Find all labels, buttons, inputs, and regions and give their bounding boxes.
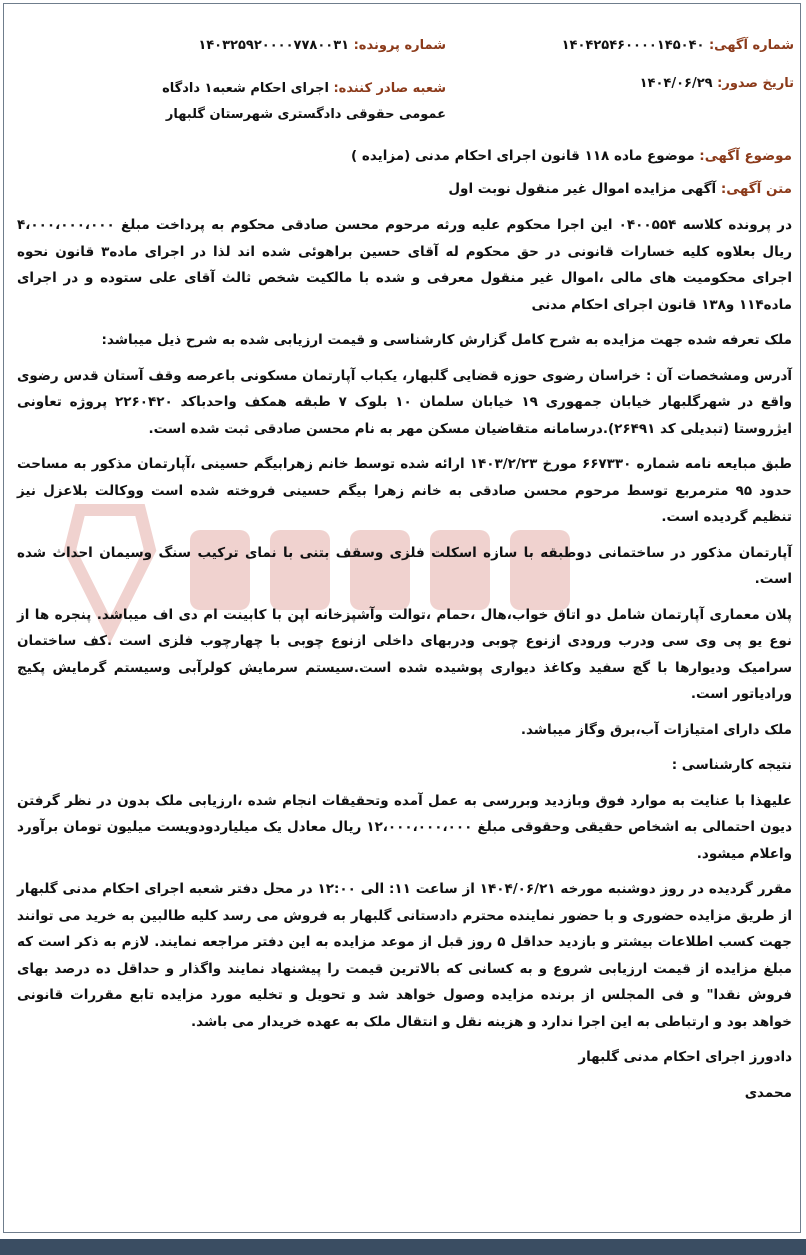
- paragraph-result-heading: نتیجه کارشناسی :: [671, 757, 792, 773]
- case-number-value: ۱۴۰۳۲۵۹۲۰۰۰۰۷۷۸۰۰۳۱: [198, 38, 350, 53]
- issue-date-value: ۱۴۰۴/۰۶/۲۹: [639, 76, 713, 91]
- paragraph-case: در پرونده کلاسه ۰۴۰۰۵۵۴ این اجرا محکوم علیه ورثه مرحوم محسن صادقی محکوم به پرداخت مبلغ ۴،۰۰۰،۰۰۰،۰۰۰ ریال بعلاوه کلیه خسارات قانونی در حق محکوم له آقای حسین براهوئی شده اند لذا در اجرای ماده۳ قانون نحوه اجرای محکومیت های مالی ،اموال غیر منقول معرفی و شده با مالکیت شخص ثالث آقای علی ستوده و در اجرای ماده۱۱۴ و۱۳۸ قانون اجرای احکام مدنی: [17, 217, 792, 313]
- ad-text-title: [448, 181, 792, 197]
- text-title-label: متن آگهی:: [720, 181, 792, 197]
- signature-title: دادورز اجرای احکام مدنی گلبهار: [578, 1049, 792, 1065]
- issue-date: [640, 76, 794, 91]
- paragraph-utilities: ملک دارای امتیازات آب،برق وگاز میباشد.: [520, 721, 792, 738]
- subject-value: موضوع ماده ۱۱۸ قانون اجرای احکام مدنی (مزایده ): [351, 148, 695, 164]
- ad-number-label: شماره آگهی:: [708, 38, 794, 53]
- case-number-label: شماره پرونده:: [353, 38, 446, 53]
- bottom-bar: [0, 1239, 806, 1255]
- paragraph-plan: پلان معماری آپارتمان شامل دو اتاق خواب،هال ،حمام ،توالت وآشپزخانه اپن با کابینت ام دی اف میباشد. پنجره ها از نوع یو پی وی سی ودرب ورودی ازنوع چوبی ودربهای داخلی ازنوع چوبی با چهارچوب فلزی است .کف ساختمان سرامیک ودیوارها با گچ سفید وکاغذ دیواری پوشیده شده است.سیستم سرمایش کولرآبی وسیستم گرمایش پکیج ورادیاتور است.: [17, 606, 792, 702]
- issuing-branch-label: شعبه صادر کننده:: [333, 81, 446, 96]
- paragraph-address: آدرس ومشخصات آن : خراسان رضوی حوزه قضایی گلبهار، یکباب آپارتمان مسکونی باعرصه وقف آستان قدس رضوی واقع در شهرگلبهار خیابان جمهوری ۱۹ خیابان سلمان ۱۰ بلوک ۷ طبقه همکف واحدباکد ۲۲۶۰۴۲۰ پروژه تعاونی ایژروستا (تبدیلی کد ۲۶۴۹۱).درسامانه متقاضیان مسکن مهر به نام محسن صادقی ثبت شده است.: [17, 367, 792, 437]
- ad-subject: [351, 148, 792, 164]
- paragraph-sale-contract: طبق مبایعه نامه شماره ۶۶۷۳۳۰ مورخ ۱۴۰۳/۲/۲۳ ارائه شده توسط خانم زهرابیگم حسینی ،آپارتمان مذکور به مساحت حدود ۹۵ مترمربع توسط مرحوم محسن صادقی به خانم زهرا بیگم حسینی فروخته شده است ووکالت بلاعزل نیز تنظیم گردیده است.: [17, 456, 793, 525]
- ad-number: [562, 38, 794, 53]
- ad-number-value: ۱۴۰۴۲۵۴۶۰۰۰۰۱۴۵۰۴۰: [561, 38, 705, 53]
- issue-date-label: تاریخ صدور:: [717, 76, 794, 91]
- paragraph-intro: ملک تعرفه شده جهت مزایده به شرح کامل گزارش کارشناسی و قیمت ارزیابی شده به شرح ذیل میباشد:: [101, 332, 792, 348]
- paragraph-auction-terms: مقرر گردیده در روز دوشنبه مورخه ۱۴۰۴/۰۶/۲۱ از ساعت ۱۱: الی ۱۲:۰۰ در محل دفتر شعبه اجرای احکام مدنی گلبهار از طریق مزایده حضوری و با حضور نماینده محترم دادستانی گلبهار به فروش می رسد کلیه طالبین به خرید می توانند جهت کسب اطلاعات بیشتر و بازدید حداقل ۵ روز قبل از موعد مزایده به این دفتر مراجعه نمایند. لازم به ذکر است که مبلغ مزایده از قیمت ارزیابی شروع و به کسانی که بالاترین قیمت را پیشنهاد نمایند واگذار و حداقل ده درصد بهای فروش نقدا" و فی المجلس از برنده مزایده وصول خواهد شد و تحویل و تخلیه مورد مزایده تابع مقررات قانونی خواهد بود و ارتباطی به این اجرا ندارد و هزینه نقل و انتقال ملک به عهده خریدار می باشد.: [17, 881, 793, 1030]
- issuing-branch: [116, 76, 446, 128]
- case-number: [198, 38, 446, 53]
- subject-label: موضوع آگهی:: [699, 148, 792, 164]
- paragraph-structure: آپارتمان مذکور در ساختمانی دوطبقه با سازه اسکلت فلزی وسقف بتنی با نمای ترکیب سنگ وسیمان احداث شده است.: [17, 544, 792, 587]
- text-title-value: آگهی مزایده اموال غیر منقول نوبت اول: [448, 181, 717, 197]
- ad-body: [17, 212, 792, 1115]
- paragraph-valuation: علیهذا با عنایت به موارد فوق وبازدید وبررسی به عمل آمده وتحقیقات انجام شده ،ارزیابی ملک بدون در نظر گرفتن دیون احتمالی به اشخاص حقیقی وحقوقی مبلغ ۱۲،۰۰۰،۰۰۰،۰۰۰ ریال معادل یک میلیاردودویست میلیون تومان برآورد واعلام میشود.: [17, 792, 793, 862]
- issuing-branch-value: اجرای احکام شعبه۱ دادگاه عمومی حقوقی دادگستری شهرستان گلبهار: [162, 81, 446, 122]
- signature-name: محمدی: [744, 1084, 792, 1101]
